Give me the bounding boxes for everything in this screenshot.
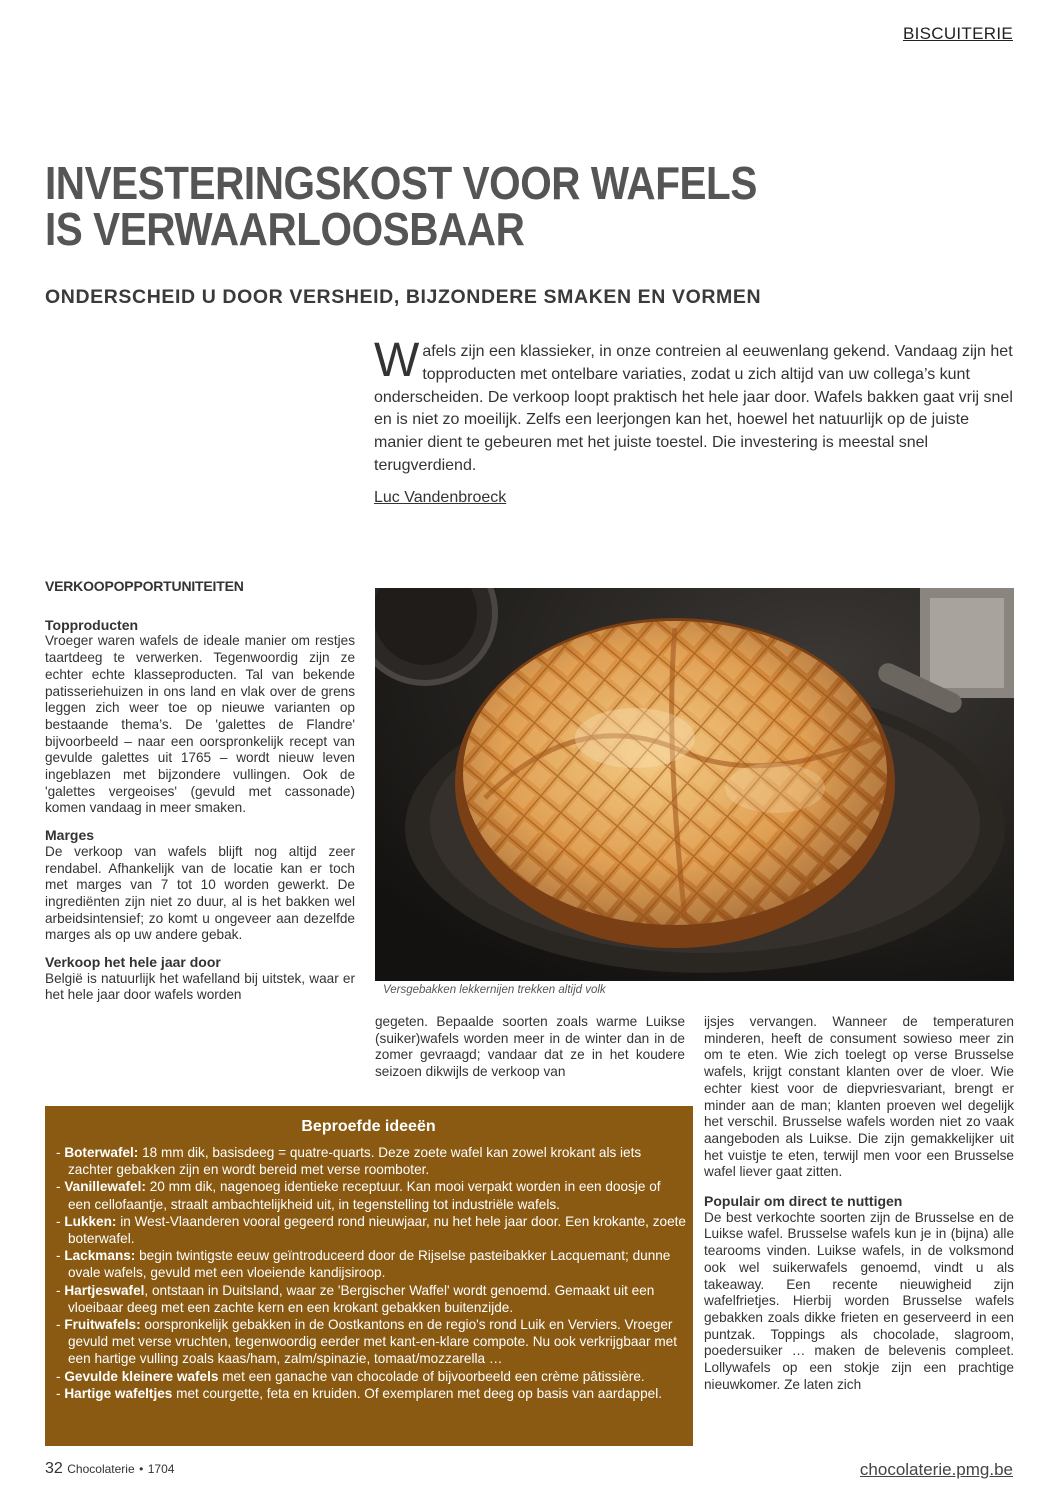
item-term: Fruitwafels: — [64, 1317, 141, 1333]
list-item: - Lukken: in West-Vlaanderen vooral gegeerd rond nieuwjaar, nu het hele jaar door. Een krokante, zoete boterwafel. — [56, 1213, 686, 1247]
paragraph-marges: De verkoop van wafels blijft nog altijd zeer rendabel. Afhankelijk van de locatie kan er toch met marges van 7 tot 10 worden gewerkt. De ingrediënten zijn niet zo duur, al is het bakken wel arbeidsintensief; zo komt u ongeveer aan dezelfde marges als op uw andere gebak. — [45, 843, 355, 943]
paragraph-middle: gegeten. Bepaalde soorten zoals warme Luikse (suiker)wafels worden meer in de winter dan in de zomer gevraagd; vandaar dat ze in het koudere seizoen dikwijls de verkoop van — [375, 1014, 685, 1080]
item-text: 18 mm dik, basisdeeg = quatre-quarts. Deze zoete wafel kan zowel krokant als iets zachter gebakken zijn en wordt bereid met verse roomboter. — [68, 1145, 642, 1178]
right-column — [704, 1014, 1014, 1393]
list-item: - Vanillewafel: 20 mm dik, nagenoeg identieke receptuur. Kan mooi verpakt worden in een doosje of een cellofaantje, straalt ambachtelijkheid uit, in tegenstelling tot industriële wafels. — [56, 1179, 661, 1212]
lead-text: afels zijn een klassieker, in onze contreien al eeuwenlang gekend. Vandaag zijn het topproducten met ontelbare variaties, zodat u zich altijd van uw collega’s kunt onderscheiden. De verkoop loopt praktisch het hele jaar door. Wafels bakken gaat vrij snel en is niet zo moeilijk. Zelfs een leerjongen kan het, hoewel het natuurlijk op de juiste manier dient te gebeuren met het juiste toestel. Die investering is meestal snel terugverdiend. — [374, 343, 1013, 474]
item-text: begin twintigste eeuw geïntroduceerd door de Rijselse pasteibakker Lacquemant; dunne ovale wafels, gevuld met een vloeiende kandijsiroop. — [68, 1248, 671, 1281]
item-term: Hartjeswafel — [64, 1282, 145, 1298]
ideas-box — [45, 1106, 693, 1446]
list-item: - Lackmans: begin twintigste eeuw geïntroduceerd door de Rijselse pasteibakker Lacquemant; dunne ovale wafels, gevuld met een vloeiende kandijsiroop. — [56, 1248, 671, 1281]
headline-line-2: IS VERWAARLOOSBAAR — [45, 203, 525, 255]
ideas-list — [51, 1144, 686, 1402]
paragraph-right-1: ijsjes vervangen. Wanneer de temperaturen minderen, heeft de consument sowieso meer zin om te eten. Wie zich toelegt op verse Brusselse wafels, krijgt constant klanten over de vloer. Wie echter kiest voor de diepvriesvariant, brengt er minder aan de man; klanten proeven wel degelijk het verschil. Brusselse wafels worden niet zo vaak aangeboden als Luikse. Die zijn gemakkelijker uit het vuistje te eten, terwijl men voor een Brusselse wafel liever gaat zitten. — [704, 1014, 1014, 1180]
paragraph-verkoop: België is natuurlijk het wafelland bij uitstek, waar er het hele jaar door wafels worden — [45, 970, 355, 1003]
list-item: - Hartige wafeltjes met courgette, feta en kruiden. Of exemplaren met deeg op basis van aardappel. — [56, 1385, 663, 1401]
list-item: - Boterwafel: 18 mm dik, basisdeeg = quatre-quarts. Deze zoete wafel kan zowel krokant als iets zachter gebakken zijn en wordt bereid met verse roomboter. — [56, 1145, 642, 1178]
item-term: Boterwafel: — [64, 1145, 139, 1160]
item-term: Lackmans: — [64, 1248, 136, 1264]
middle-column — [375, 1014, 685, 1081]
author-byline: Luc Vandenbroeck — [374, 489, 507, 506]
subheading-verkoop: Verkoop het hele jaar door — [45, 954, 221, 971]
list-item: - Fruitwafels: oorspronkelijk gebakken in de Oostkantons en de regio's rond Luik en Verviers. Vroeger gevuld met verse vruchten, tegenwoordig eerder met kant-en-klare compote. Nu ook verkrijgbaar met een hartige vulling zoals kaas/ham, zalm/spinazie, tomaat/mozzarella … — [56, 1317, 677, 1367]
subheading-populair: Populair om direct te nuttigen — [704, 1193, 903, 1210]
item-text: in West-Vlaanderen vooral gegeerd rond nieuwjaar, nu het hele jaar door. Een krokante, zoete boterwafel. — [68, 1213, 686, 1247]
item-term: Vanillewafel: — [64, 1179, 146, 1195]
section-kicker: VERKOOPOPPORTUNITEITEN — [45, 578, 244, 594]
ideas-box-title: Beproefde ideeën — [301, 1118, 436, 1135]
photo-caption: Versgebakken lekkernijen trekken altijd volk — [383, 984, 606, 996]
list-item: - Gevulde kleinere wafels met een ganache van chocolade of bijvoorbeeld een crème pâtissière. — [56, 1368, 645, 1384]
waffle-photo — [375, 588, 1014, 981]
item-text: met courgette, feta en kruiden. Of exemplaren met deeg op basis van aardappel. — [172, 1385, 663, 1401]
item-term: Lukken: — [64, 1213, 117, 1229]
magazine-name: Chocolaterie — [67, 1462, 135, 1476]
lead-paragraph — [374, 334, 1014, 478]
item-term: Gevulde kleinere wafels — [64, 1368, 219, 1384]
item-text: , ontstaan in Duitsland, waar ze 'Bergischer Waffel' wordt genoemd. Gemaakt uit een vloeibaar deeg met een zachte kern en een krokant gebakken buitenzijde. — [68, 1282, 655, 1315]
subheading-topproducten: Topproducten — [45, 616, 139, 633]
list-item: - Hartjeswafel, ontstaan in Duitsland, waar ze 'Bergischer Waffel' wordt genoemd. Gemaakt uit een vloeibaar deeg met een zachte kern en een krokant gebakken buitenzijde. — [56, 1282, 655, 1315]
paragraph-topproducten: Vroeger waren wafels de ideale manier om restjes taartdeeg te verwerken. Tegenwoordig zijn ze echter echte klasseproducten. Tal van bekende patisseriehuizen in ons land en vlak over de grens leggen zich weer toe op nieuwe varianten op bestaande thema’s. De 'galettes de Flandre' bijvoorbeeld – naar een oorspronkelijk recept van gevulde galettes uit 1765 – wordt nieuw leven ingeblazen met bijzondere vullingen. Ook de 'galettes vergeoises' (gevuld met cassonade) komen vandaag in meer smaken. — [45, 633, 355, 816]
issue-number: 1704 — [147, 1462, 175, 1476]
subheadline: ONDERSCHEID U DOOR VERSHEID, BIJZONDERE SMAKEN EN VORMEN — [45, 286, 762, 308]
item-text: met een ganache van chocolade of bijvoorbeeld een crème pâtissière. — [218, 1368, 645, 1384]
waffle-illustration — [375, 588, 1014, 981]
item-text: 20 mm dik, nagenoeg identieke receptuur. Kan mooi verpakt worden in een doosje of een cellofaantje, straalt ambachtelijkheid uit, in tegenstelling tot industriële wafels. — [68, 1179, 661, 1212]
headline — [45, 157, 837, 255]
drop-cap: W — [374, 334, 420, 387]
website-link[interactable]: chocolaterie.pmg.be — [859, 1460, 1013, 1479]
item-term: Hartige wafeltjes — [64, 1385, 173, 1401]
left-column — [45, 578, 355, 1004]
paragraph-right-2: De best verkochte soorten zijn de Brusselse en de Luikse wafel. Brusselse wafels kun je in (bijna) alle tearooms vinden. Luikse wafels, in de volksmond ook wel suikerwafels genoemd, vindt u als takeaway. Een recente nieuwigheid zijn wafelfrietjes. Hierbij worden Brusselse wafels gebakken zoals dikke frieten en geserveerd in een puntzak. Toppings als chocolade, slagroom, poedersuiker … maken de belevenis compleet. Lollywafels op een stokje zijn een prachtige nieuwkomer. Ze laten zich — [704, 1209, 1014, 1392]
section-tag: BISCUITERIE — [902, 24, 1013, 43]
headline-line-1: INVESTERINGSKOST VOOR WAFELS — [45, 157, 757, 209]
page-footer — [45, 1460, 174, 1478]
footer-separator: • — [139, 1462, 144, 1476]
item-text: oorspronkelijk gebakken in de Oostkantons en de regio's rond Luik en Verviers. Vroeger gevuld met verse vruchten, tegenwoordig eerder met kant-en-klare compote. Nu ook verkrijgbaar met een hartige vulling zoals kaas/ham, zalm/spinazie, tomaat/mozzarella … — [68, 1317, 677, 1367]
page-number: 32 — [45, 1460, 63, 1477]
subheading-marges: Marges — [45, 827, 95, 844]
